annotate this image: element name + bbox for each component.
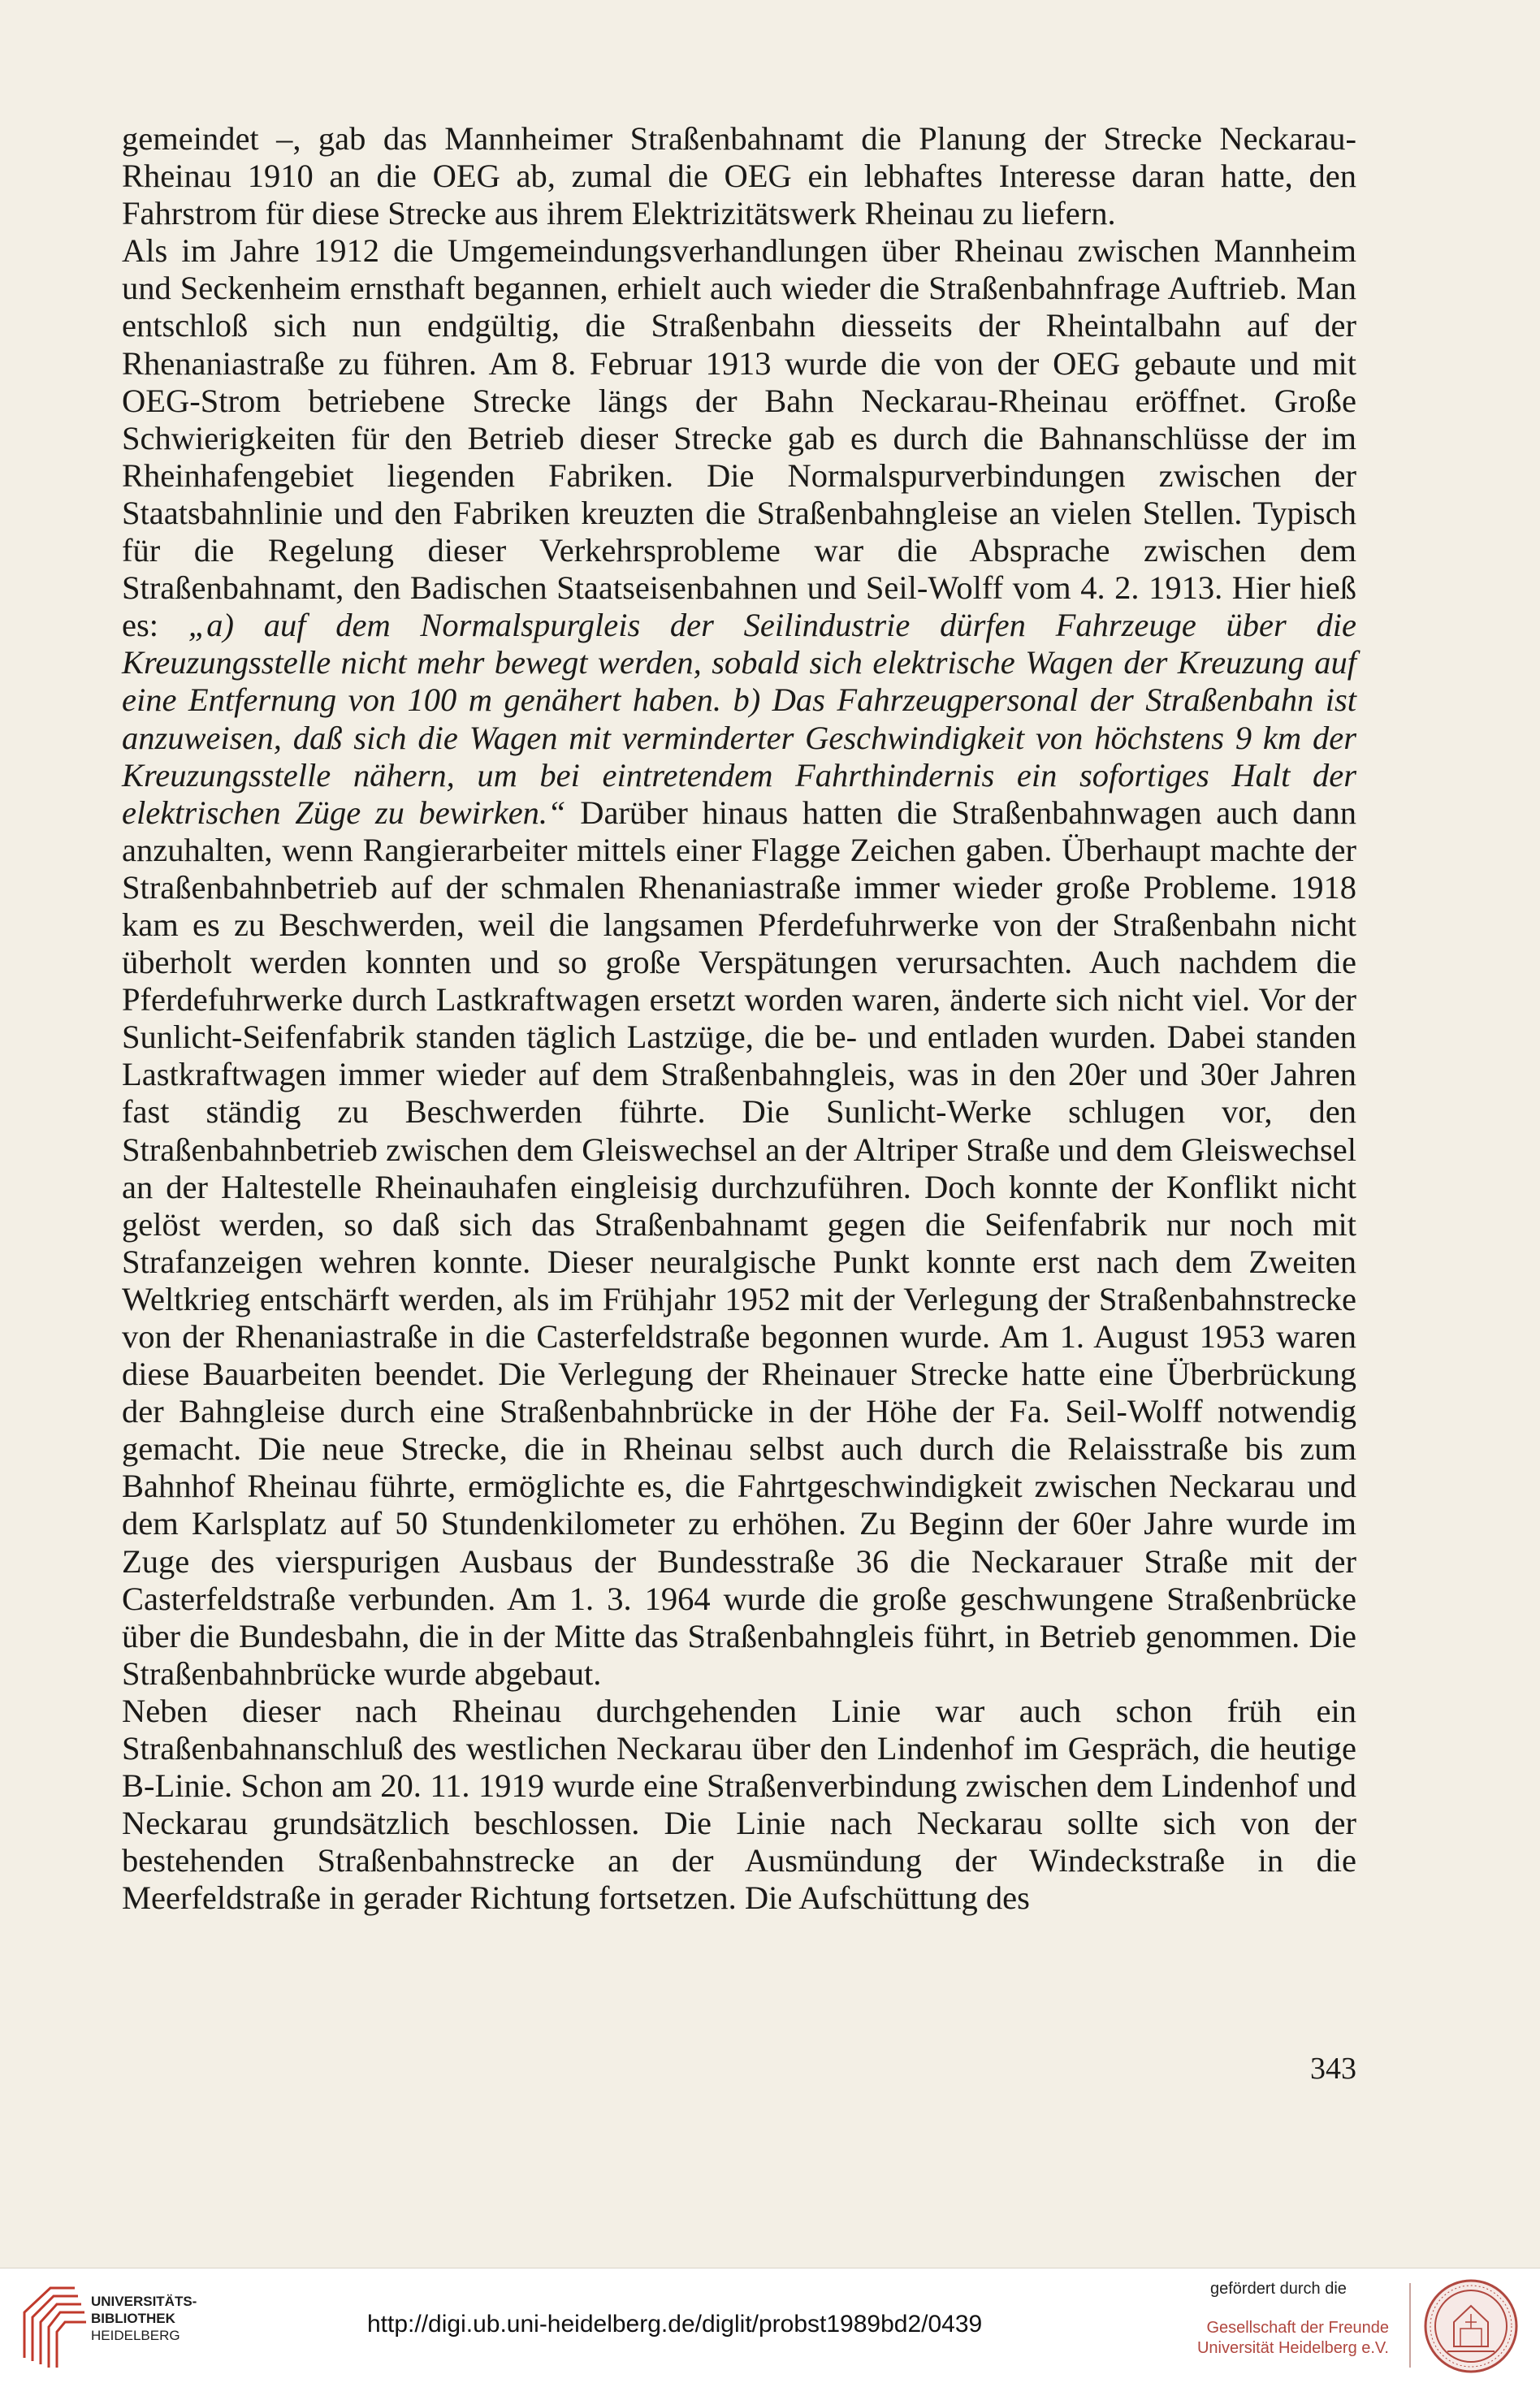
paragraph-1 [122, 120, 1356, 232]
paragraph-2 [122, 232, 1356, 1693]
sponsor-divider [1409, 2283, 1411, 2368]
paragraph-2-run-3: Darüber hinaus hatten die Straßenbahnwagen auch dann anzuhalten, wenn Rangierarbeiter mittels einer Flagge Zeichen gaben. Überhaupt machte der Straßenbahnbetrieb auf der schmalen Rhenaniastraße immer wieder große Probleme. 1918 kam es zu Beschwerden, weil die langsamen Pferdefuhrwerke von der Straßenbahn nicht überholt werden konnten und so große Verspätungen verursachten. Auch nachdem die Pferdefuhrwerke durch Lastkraftwagen ersetzt worden waren, änderte sich nicht viel. Vor der Sunlicht-Seifenfabrik standen täglich Lastzüge, die be- und entladen wurden. Dabei standen Lastkraftwagen immer wieder auf dem Straßenbahngleis, was in den 20er und 30er Jahren fast ständig zu Beschwerden führte. Die Sunlicht-Werke schlugen vor, den Straßenbahnbetrieb zwischen dem Gleiswechsel an der Altriper Straße und dem Gleiswechsel an der Haltestelle Rheinauhafen eingleisig durchzuführen. Doch konnte der Konflikt nicht gelöst werden, so daß sich das Straßenbahnamt gegen die Seifenfabrik nur noch mit Strafanzeigen wehren konnte. Dieser neuralgische Punkt konnte erst nach dem Zweiten Weltkrieg entschärft werden, als im Frühjahr 1952 mit der Verlegung der Straßenbahnstrecke von der Rhenaniastraße in die Casterfeldstraße begonnen wurde. Am 1. August 1953 waren diese Bauarbeiten beendet. Die Verlegung der Rheinauer Strecke hatte eine Überbrückung der Bahngleise durch eine Straßenbahnbrücke in der Höhe der Fa. Seil-Wolff notwendig gemacht. Die neue Strecke, die in Rheinau selbst auch durch die Relaisstraße bis zum Bahnhof Rheinau führte, ermöglichte es, die Fahrtgeschwindigkeit zwischen Neckarau und dem Karlsplatz auf 50 Stundenkilometer zu erhöhen. Zu Beginn der 60er Jahre wurde im Zuge des vierspurigen Ausbaus der Bundesstraße 36 die Neckarauer Straße mit der Casterfeldstraße verbunden. Am 1. 3. 1964 wurde die große geschwungene Straßenbrücke über die Bundesbahn, die in der Mitte das Straßenbahngleis führt, in Betrieb genommen. Die Straßenbahnbrücke wurde abgebaut. [122, 794, 1356, 1692]
university-seal-icon[interactable] [1423, 2278, 1519, 2374]
sponsor-name-line-2: Universität Heidelberg e.V. [1196, 2339, 1389, 2357]
paragraph-1-run-1: gemeindet –, gab das Mannheimer Straßenbahnamt die Planung der Strecke Neckarau-Rheinau 1910 an die OEG ab, zumal die OEG ein lebhaftes Interesse daran hatte, den Fahrstrom für diese Strecke aus ihrem Elektrizitätswerk Rheinau zu liefern. [122, 120, 1356, 232]
paragraph-3 [122, 1693, 1356, 1918]
footer-bar [0, 2268, 1540, 2383]
library-line-2: BIBLIOTHEK [91, 2311, 175, 2326]
paragraph-2-quote: „a) auf dem Normalspurgleis der Seilindustrie dürfen Fahrzeuge über die Kreuzungsstelle nicht mehr bewegt werden, sobald sich elektrische Wagen der Kreuzung auf eine Entfernung von 100 m genähert haben. b) Das Fahrzeugpersonal der Straßenbahn ist anzuweisen, daß sich die Wagen mit verminderter Geschwindigkeit von höchstens 9 km der Kreuzungsstelle nähern, um bei eintretendem Fahrthindernis ein sofortiges Halt der elektrischen Züge zu bewirken.“ [122, 607, 1356, 831]
sponsor-name-line-1: Gesellschaft der Freunde [1206, 2319, 1389, 2337]
sponsor-block[interactable] [1178, 2280, 1389, 2359]
library-name [91, 2293, 197, 2344]
library-line-3: HEIDELBERG [91, 2328, 180, 2343]
paragraph-3-run-1: Neben dieser nach Rheinau durchgehenden Linie war auch schon früh ein Straßenbahnanschluß des westlichen Neckarau über den Lindenhof im Gespräch, die heutige B-Linie. Schon am 20. 11. 1919 wurde eine Straßenverbindung zwischen dem Lindenhof und Neckarau grundsätzlich beschlossen. Die Linie nach Neckarau sollte sich von der bestehenden Straßenbahnstrecke an der Ausmündung der Windeckstraße in die Meerfeldstraße in gerader Richtung fortsetzen. Die Aufschüttung des [122, 1692, 1356, 1917]
page-number: 343 [1310, 2052, 1356, 2086]
sponsor-prefix: gefördert durch die [1210, 2280, 1347, 2298]
paragraph-2-run-1: Als im Jahre 1912 die Umgemeindungsverhandlungen über Rheinau zwischen Mannheim und Seckenheim ernsthaft begannen, erhielt auch wieder die Straßenbahnfrage Auftrieb. Man entschloß sich nun endgültig, die Straßenbahn diesseits der Rheintalbahn auf der Rhenaniastraße zu führen. Am 8. Februar 1913 wurde die von der OEG gebaute und mit OEG-Strom betriebene Strecke längs der Bahn Neckarau-Rheinau eröffnet. Große Schwierigkeiten für den Betrieb dieser Strecke gab es durch die Bahnanschlüsse der im Rheinhafengebiet liegenden Fabriken. Die Normalspurverbindungen zwischen der Staatsbahnlinie und den Fabriken kreuzten die Straßenbahngleise an vielen Stellen. Typisch für die Regelung dieser Verkehrsprobleme war die Absprache zwischen dem Straßenbahnamt, den Badischen Staatseisenbahnen und Seil-Wolff vom 4. 2. 1913. Hier hieß es: [122, 232, 1356, 644]
body-text [122, 120, 1356, 1918]
library-line-1: UNIVERSITÄTS- [91, 2294, 197, 2309]
document-url-link[interactable]: http://digi.ub.uni-heidelberg.de/diglit/probst1989bd2/0439 [367, 2311, 983, 2338]
